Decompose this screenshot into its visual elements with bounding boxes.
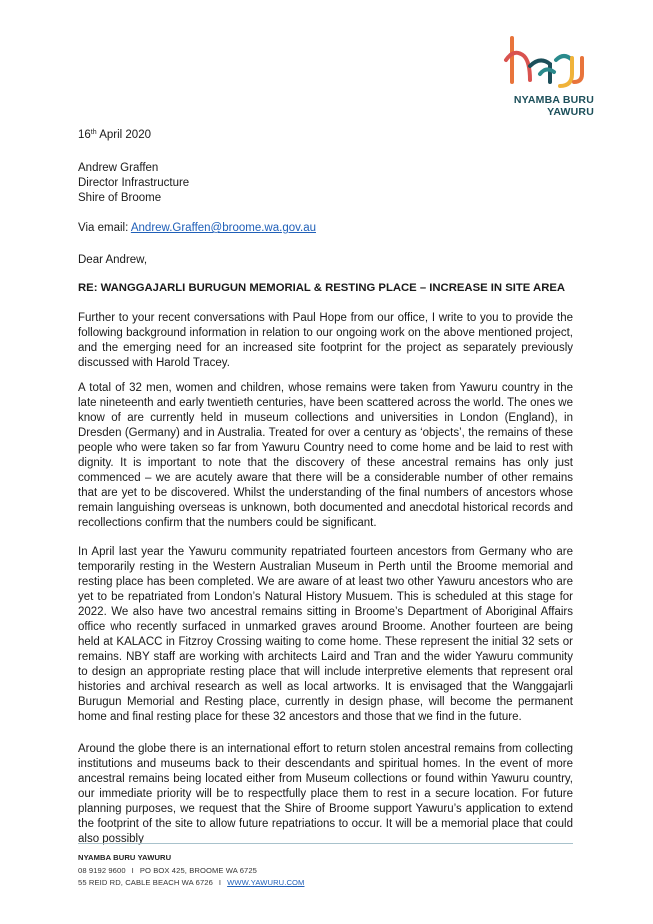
subject-line: RE: WANGGAJARLI BURUGUN MEMORIAL & RESTING PLACE – INCREASE IN SITE AREA (78, 282, 566, 294)
body-paragraph: In April last year the Yawuru community repatriated fourteen ancestors from Germany who are temporarily resting in the Western Australian Museum in Perth until the Broome memorial and resting place has been completed. We are aware of at least two other Yawuru ancestors who are yet to be repatriated from London’s Natural History Musuem. This is scheduled at this stage for 2022. We also have two ancestral remains sitting in Broome’s Department of Aboriginal Affairs office who recently surfaced in unmarked graves around Broome. Another fourteen are being held at KALACC in Fitzroy Crossing waiting to come home. These represent the initial 32 sets or remains. NBY staff are working with architects Laird and Tran and the wider Yawuru community to design an appropriate resting place that will include interpretive elements that represent oral histories and archival research as well as local artworks. It is envisaged that the Wanggajarli Burugun Memorial and Resting place, currently in design phase, will become the permanent home and final resting place for these 32 ancestors and those that we find in the future. (78, 546, 573, 723)
footer-po-box: PO BOX 425, BROOME WA 6725 (139, 866, 257, 875)
footer-contact-line (78, 866, 257, 875)
nyamba-buru-yawuru-logo (496, 30, 596, 118)
footer-separator: I (218, 878, 222, 887)
salutation: Dear Andrew, (78, 254, 148, 266)
footer-separator: I (131, 866, 134, 875)
recipient-org: Shire of Broome (78, 192, 162, 204)
body-paragraph: Further to your recent conversations with Paul Hope from our office, I write to you to provide the following background information in relation to our ongoing work on the above mentioned project, and the emerging need for an increased site footprint for the project as separately previously discussed with Harold Tracey. (78, 312, 573, 369)
footer-address-line (78, 878, 304, 887)
logo-mark-icon (500, 30, 592, 92)
via-email-line: Via email: Andrew.Graffen@broome.wa.gov.au (78, 222, 316, 234)
body-paragraph: A total of 32 men, women and children, whose remains were taken from Yawuru country in the late nineteenth and early twentieth centuries, have been scattered across the world. The ones we know of are currently held in museum collections and universities in London (England), in Dresden (Germany) and in Australia. Treated for over a century as ‘objects’, the remains of these people who were taken so far from Yawuru Country need to come home and be laid to rest with dignity. It is important to note that the discovery of these ancestral remains has only just commenced – we are acutely aware that there will be a considerable number of other remains that are yet to be discovered. Whilst the understanding of the final numbers of ancestors whose remain languishing overseas is unknown, both documented and anecdotal historical records and recollections confirm that the numbers could be significant. (78, 382, 573, 529)
body-paragraph: Around the globe there is an international effort to return stolen ancestral remains from collecting institutions and museums back to their descendants and spiritual homes. In the event of more ancestral remains being located either from Museum collections or found within Yawuru country, our immediate priority will be to respectfully place them to rest in a secure location. For future planning purposes, we request that the Shire of Broome support Yawuru’s application to extend the footprint of the site to allow future repatriations to occur. It will be a memorial place that could also possibly (78, 743, 573, 845)
footer-phone: 08 9192 9600 (78, 866, 126, 875)
logo-text-line1: NYAMBA BURU (513, 94, 594, 106)
logo-text-line2: YAWURU (547, 106, 594, 118)
footer-website-link[interactable]: WWW.YAWURU.COM (227, 878, 305, 887)
letter-date: 16th April 2020 (78, 129, 151, 141)
footer-divider (78, 843, 573, 844)
footer-street: 55 REID RD, CABLE BEACH WA 6726 (78, 878, 213, 887)
recipient-email-link[interactable]: Andrew.Graffen@broome.wa.gov.au (130, 222, 316, 234)
footer-org-name: NYAMBA BURU YAWURU (78, 853, 172, 862)
recipient-address (78, 161, 573, 206)
recipient-title: Director Infrastructure (78, 177, 190, 189)
recipient-name: Andrew Graffen (78, 162, 159, 174)
